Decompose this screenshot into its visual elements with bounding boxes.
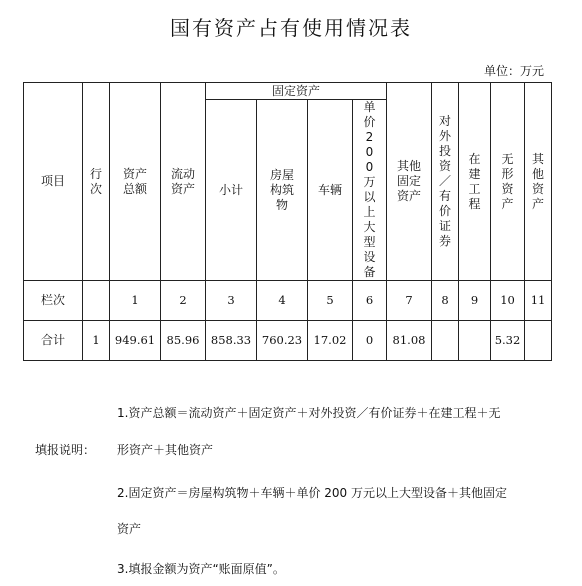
- total-value: 81.08: [387, 321, 432, 361]
- header-subtotal: 小计: [206, 100, 257, 281]
- header-other-assets: 其他资产: [525, 83, 552, 281]
- header-current-assets: 流动资产: [161, 83, 206, 281]
- header-large-equipment: 单价200万以上大型设备: [353, 100, 387, 281]
- note-line-2-cont: 资产: [117, 522, 142, 536]
- column-number: 4: [257, 281, 308, 321]
- total-value: 858.33: [206, 321, 257, 361]
- page-title: 国有资产占有使用情况表: [170, 16, 412, 40]
- header-total-assets: 资产总额: [110, 83, 161, 281]
- note-line-2: 2.固定资产＝房屋构筑物＋车辆＋单价 200 万元以上大型设备＋其他固定: [117, 486, 507, 500]
- total-value: 85.96: [161, 321, 206, 361]
- column-number: 10: [491, 281, 525, 321]
- column-row-label: 栏次: [24, 281, 83, 321]
- header-foreign-investment: 对外投资／有价证券: [432, 83, 459, 281]
- header-other-fixed: 其他固定资产: [387, 83, 432, 281]
- header-fixed-assets: 固定资产: [206, 83, 387, 100]
- header-intangible: 无形资产: [491, 83, 525, 281]
- total-value: 0: [353, 321, 387, 361]
- column-number: 11: [525, 281, 552, 321]
- note-line-1-cont: 形资产＋其他资产: [117, 443, 214, 457]
- total-value: 5.32: [491, 321, 525, 361]
- column-number-row: [24, 281, 552, 321]
- header-item: 项目: [24, 83, 83, 281]
- total-row-no: 1: [83, 321, 110, 361]
- header-vehicles: 车辆: [308, 100, 353, 281]
- total-row-label: 合计: [24, 321, 83, 361]
- column-number: 5: [308, 281, 353, 321]
- column-number: 2: [161, 281, 206, 321]
- total-value: 760.23: [257, 321, 308, 361]
- total-value: 17.02: [308, 321, 353, 361]
- total-value: 949.61: [110, 321, 161, 361]
- header-row-no: 行次: [83, 83, 110, 281]
- column-number: 8: [432, 281, 459, 321]
- total-row: [24, 321, 552, 361]
- header-construction: 在建工程: [459, 83, 491, 281]
- notes-label: 填报说明：: [35, 443, 96, 457]
- header-buildings: 房屋构筑物: [257, 100, 308, 281]
- total-value: [432, 321, 459, 361]
- asset-table: [23, 82, 552, 361]
- note-line-3: 3.填报金额为资产“账面原值”。: [117, 562, 285, 576]
- note-line-1: 1.资产总额＝流动资产＋固定资产＋对外投资／有价证券＋在建工程＋无: [117, 406, 501, 420]
- column-number: 6: [353, 281, 387, 321]
- total-value: [525, 321, 552, 361]
- unit-label: 单位：万元: [483, 64, 544, 78]
- total-value: [459, 321, 491, 361]
- column-row-blank: [83, 281, 110, 321]
- column-number: 9: [459, 281, 491, 321]
- column-number: 3: [206, 281, 257, 321]
- column-number: 1: [110, 281, 161, 321]
- column-number: 7: [387, 281, 432, 321]
